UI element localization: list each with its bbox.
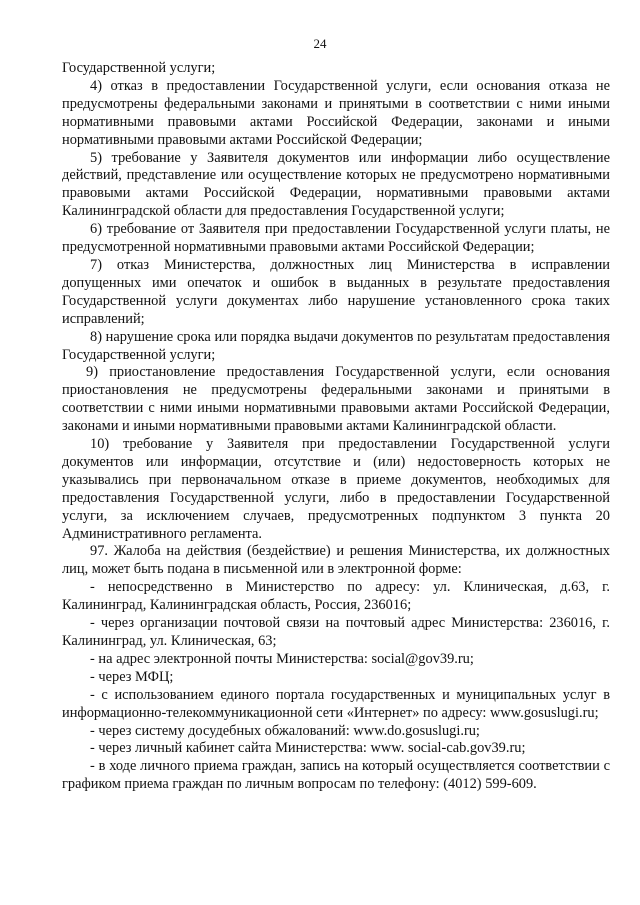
bullet-pretrial-system: - через систему досудебных обжалований: www.do.gosuslugi.ru; — [90, 722, 480, 739]
bullet-ministry-address: - непосредственно в Министерство по адресу: ул. Клиническая, д.63, г. Калининград, Калининградская область, Россия, 236016; — [62, 579, 610, 614]
document-body — [62, 60, 610, 794]
bullet-email: - на адрес электронной почты Министерства: social@gov39.ru; — [90, 650, 474, 667]
bullet-postal-address: - через организации почтовой связи на почтовый адрес Министерства: 236016, г. Калининград, ул. Клиническая, 63; — [62, 615, 610, 649]
bullet-personal-cabinet: - через личный кабинет сайта Министерства: www. social-cab.gov39.ru; — [90, 740, 526, 757]
list-item-6: 6) требование от Заявителя при предоставлении Государственной услуги платы, не предусмотренной нормативными правовыми актами Российской Федерации; — [62, 221, 610, 256]
list-item-8: 8) нарушение срока или порядка выдачи документов по результатам предоставления Государственной услуги; — [62, 328, 610, 363]
list-item-4: 4) отказ в предоставлении Государственной услуги, если основания отказа не предусмотрены федеральными законами и принятыми в соответствии с ними иными нормативными правовыми актами Российской Федерации, законами и иными нормативными правовыми актами Российской Федерации; — [62, 77, 610, 148]
list-item-9: 9) приостановление предоставления Государственной услуги, если основания приостановления не предусмотрены федеральными законами и принятыми в соответствии с ними иными нормативными правовыми актами Российской Федерации, законами и иными нормативными правовыми актами Калининградской области. — [62, 364, 610, 435]
list-item-7: 7) отказ Министерства, должностных лиц Министерства в исправлении допущенных ими опечаток и ошибок в выданных в результате предоставления Государственной услуги документах либо нарушение установленного срока таких исправлений; — [62, 256, 610, 327]
bullet-personal-reception: - в ходе личного приема граждан, запись на который осуществляется соответствии с графиком приема граждан по личным вопросам по телефону: (4012) 599-609. — [62, 758, 610, 793]
page-number: 24 — [313, 36, 327, 51]
list-item-10: 10) требование у Заявителя при предоставлении Государственной услуги документов или информации, отсутствие и (или) недостоверность которых не указывались при первоначальном отказе в приеме документов, необходимых для предоставления Государственной услуги, либо в предоставлении Государственной услуги, за исключением случаев, предусмотренных подпунктом 3 пункта 20 Административного регламента. — [62, 436, 610, 542]
clause-97: 97. Жалоба на действия (бездействие) и решения Министерства, их должностных лиц, может быть подана в письменной или в электронной форме: — [62, 543, 610, 578]
bullet-mfc: - через МФЦ; — [90, 668, 174, 685]
list-item-5: 5) требование у Заявителя документов или информации либо осуществление действий, представление или осуществление которых не предусмотрено нормативными правовыми актами Российской Федерации, нормативными правовыми актами Калининградской области для предоставления Государственной услуги; — [62, 149, 610, 220]
paragraph-continuation: Государственной услуги; — [62, 60, 216, 76]
bullet-gosuslugi-portal: - с использованием единого портала государственных и муниципальных услуг в информационно-телекоммуникационной сети «Интернет» по адресу: www.gosuslugi.ru; — [62, 686, 610, 721]
